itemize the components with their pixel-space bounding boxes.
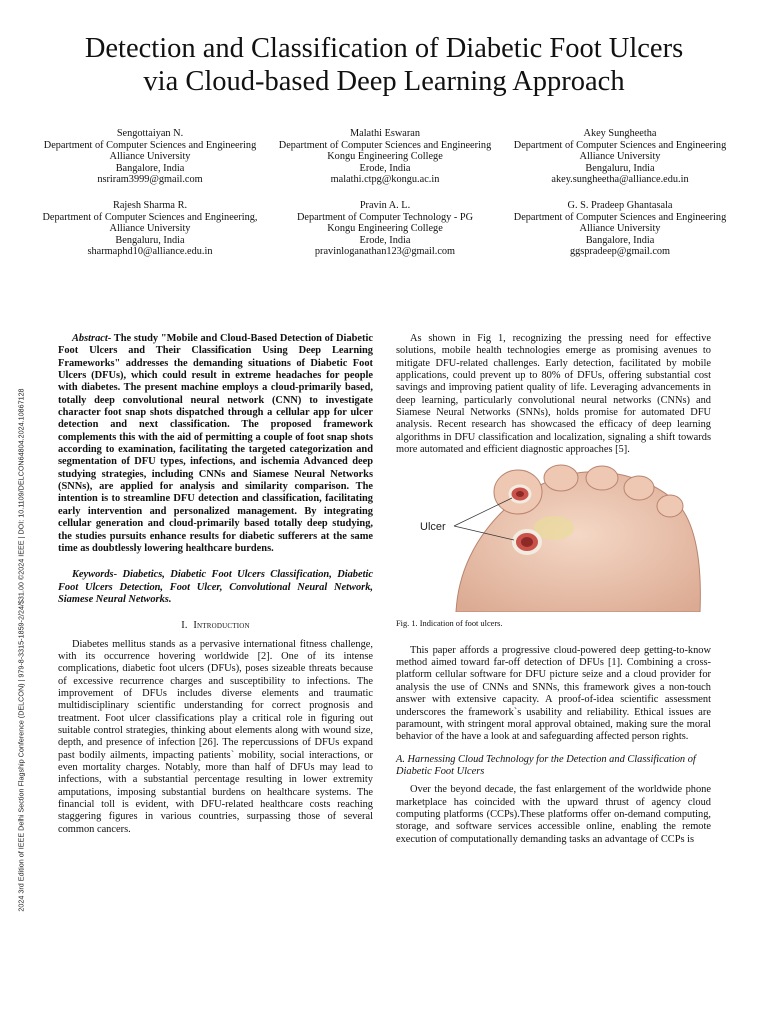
intro-paragraph: Diabetes mellitus stands as a pervasive international fitness challenge, with its occurrence hovering worldwide [2]. One of its intense complications, diabetic foot ulcers (DFUs), poses sizeable threats because of excessive recurrence charges and susceptibility to infections. The improvement of DFUs includes diverse elements and traumatic multidisciplinary scientific understanding for correct prognosis and treatment. Foot ulcer classifications play a critical role in figuring out suitable control strategies, thinking about elements along with wound size, depth, and presence of infection [26]. The repercussions of DFUs expand past bodily ailments, impacting patients` mobility, social interactions, or even mortality charges. Notably, more than half of DFUs may lead to infections, with a substantial percentage resulting in lower extremity amputations, imposing substantial burdens on healthcare systems. The financial toll is evident, with DFU-related healthcare costs reaching staggering figures in various countries, surpassing those of several common cancers. <box>58 638 373 835</box>
foot-sole <box>456 472 700 612</box>
author-card <box>510 128 730 186</box>
section-heading <box>58 620 373 632</box>
title-line-1: Detection and Classification of Diabetic Foot Ulcers <box>84 33 684 64</box>
author-card <box>40 200 260 258</box>
keywords: Keywords- Diabetics, Diabetic Foot Ulcers Classification, Diabetic Foot Ulcers Detection, Foot Ulcer, Convolutional Neural Network, Siamese Neural Networks. <box>58 569 373 605</box>
doi-sidebar <box>12 320 30 980</box>
author-dept: Department of Computer Sciences and Engineering <box>513 211 727 223</box>
author-inst: Alliance University <box>579 223 661 235</box>
abstract-text: - The study "Mobile and Cloud-Based Detection of Diabetic Foot Ulcers and Their Classification Using Deep Learning Frameworks" addresses the demanding situations of Diabetic Foot Ulcers (DFUs), which could result in extreme headaches for people with diabetes. The present machine employs a cloud-primarily based, totally deep convolutional neural network (CNN) to investigate character foot snap shots dispatched through a cellular app for ulcer detection and next classification. The proposed framework complements this with the aid of permitting a couple of foot snap shots according to examination, facilitating the targeted categorization and segmentation of DFU types, infections, and ischemia Advanced deep studying strategies, including CNNs and Siamese Neural Networks (SNNs), are applied for analysis and similarity comparison. The intention is to streamline DFU detection and classification, facilitating early intervention and personalized management. By integrating cellular generation and cloud-primarily based totally deep studying, the studies pursuits enhance results for diabetic sufferers at the same time as doubtlessly lowering healthcare burdens. <box>58 333 373 554</box>
doi-sidebar-text: 2024 3rd Edition of IEEE Delhi Section Flagship Conference (DELCON) | 979-8-3315-1859-2/24/$31.00 ©2024 IEEE | DOI: 10.1109/DELCON64804.2024.10867128 <box>16 388 26 912</box>
author-email: sharmaphd10@alliance.edu.in <box>87 246 213 258</box>
abstract-label: Abstract <box>72 333 108 344</box>
abstract <box>58 333 373 555</box>
right-column <box>396 333 711 846</box>
author-email: nsriram3999@gmail.com <box>97 174 203 186</box>
body-paragraph: Over the beyond decade, the fast enlargement of the worldwide phone marketplace has coincided with the upward thrust of agency cloud computing platforms (CCPs).These platforms offer on-demand computing, storage, and software services accessible online, enabling the remote execution of computationally demanding tasks an advantage of CCPs is <box>396 784 711 845</box>
author-dept: Department of Computer Sciences and Engineering <box>278 139 492 151</box>
author-name: Sengottaiyan N. <box>116 128 184 139</box>
author-name: G. S. Pradeep Ghantasala <box>567 199 673 211</box>
paper-title <box>30 32 738 98</box>
author-name: Pravin A. L. <box>359 199 411 211</box>
author-loc: Bengaluru, India <box>585 162 655 174</box>
toe-4 <box>624 476 654 500</box>
author-loc: Bangalore, India <box>115 162 185 174</box>
author-inst: Alliance University <box>109 151 191 163</box>
author-inst: Kongu Engineering College <box>327 223 443 235</box>
author-name: Rajesh Sharma R. <box>112 199 188 211</box>
author-name: Malathi Eswaran <box>349 128 421 139</box>
author-row-2 <box>40 200 730 258</box>
author-dept: Department of Computer Technology - PG <box>296 211 474 223</box>
author-row-1 <box>40 128 730 186</box>
author-card <box>275 128 495 186</box>
author-inst: Alliance University <box>109 223 191 235</box>
author-inst: Kongu Engineering College <box>327 151 443 163</box>
author-email: akey.sungheetha@alliance.edu.in <box>551 174 689 186</box>
author-loc: Bangalore, India <box>585 234 655 246</box>
author-card <box>275 200 495 258</box>
author-dept: Department of Computer Sciences and Engineering <box>513 139 727 151</box>
toe-5 <box>657 495 683 517</box>
foot-illustration <box>396 464 708 612</box>
section-number: I. <box>181 620 188 632</box>
author-card <box>510 200 730 258</box>
author-loc: Erode, India <box>359 234 411 246</box>
author-email: ggspradeep@gmail.com <box>569 246 671 258</box>
author-block <box>40 128 730 272</box>
left-column <box>58 333 373 836</box>
author-card <box>40 128 260 186</box>
toe-2 <box>544 465 578 491</box>
section-title: Introduction <box>193 620 250 632</box>
author-dept: Department of Computer Sciences and Engineering, <box>42 211 258 223</box>
subsection-heading: A. Harnessing Cloud Technology for the Detection and Classification of Diabetic Foot Ulcers <box>396 753 696 777</box>
author-dept: Department of Computer Sciences and Engineering <box>43 139 257 151</box>
body-paragraph: This paper affords a progressive cloud-powered deep getting-to-know method aimed toward far-off detection of DFUs [1]. Combining a cross-platform cellular software for DFU picture seize and a cloud provider for analysis the use of CNNs and SNNs, this framework gives a non-touch answer with extensive capacity. A proof-of-idea scientific assessment underscores the framework`s usability and reliability. Ethical issues are paramount, with stringent moral approval obtained, making sure the moral behavior of the have a look at and safeguarding affected person rights. <box>396 644 711 743</box>
author-inst: Alliance University <box>579 151 661 163</box>
author-email: malathi.ctpg@kongu.ac.in <box>330 174 440 186</box>
ulcer-label: Ulcer <box>420 521 446 534</box>
foot-ulcer-figure <box>396 464 708 612</box>
author-loc: Bengaluru, India <box>115 234 185 246</box>
body-paragraph: As shown in Fig 1, recognizing the pressing need for effective solutions, mobile health technologies emerge as promising avenues to mitigate DFU-related challenges. Early detection, facilitated by mobile applications, could prevent up to 80% of DFUs, offering substantial cost savings and improving patient quality of life. Leveraging advancements in deep learning, particularly convolutional neural networks (CNNs) and Siamese Neural Networks (SNNs), holds promise for automated DFU analysis. Recent research has showcased the efficacy of deep learning algorithms in DFU classification and localization, signaling a shift towards more automated and efficient diagnostic approaches [5]. <box>396 333 711 456</box>
toe-3 <box>586 466 618 490</box>
author-loc: Erode, India <box>359 162 411 174</box>
author-name: Akey Sungheetha <box>583 128 657 139</box>
title-line-2: via Cloud-based Deep Learning Approach <box>143 66 625 97</box>
author-email: pravinloganathan123@gmail.com <box>314 246 456 258</box>
figure-caption: Fig. 1. Indication of foot ulcers. <box>396 619 503 629</box>
